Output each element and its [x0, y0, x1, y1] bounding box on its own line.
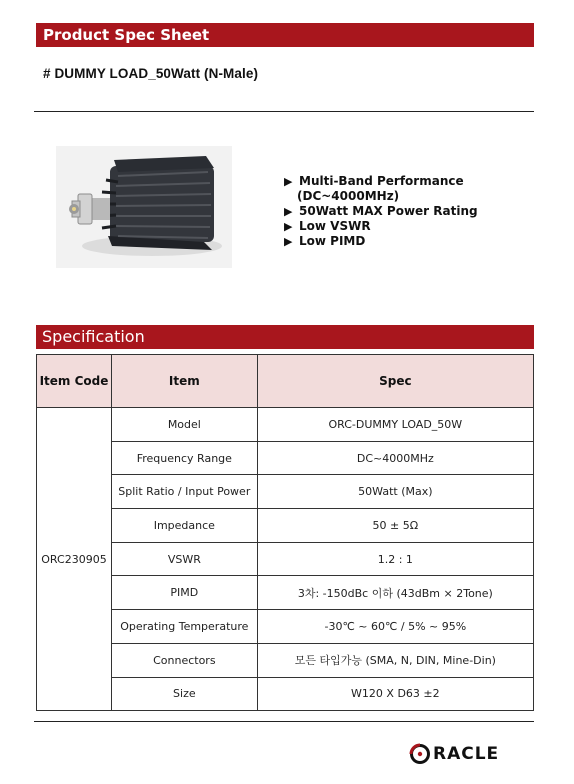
table-row [37, 441, 534, 475]
triangle-bullet-icon: ▶ [284, 220, 293, 233]
item-cell: PIMD [111, 576, 257, 610]
item-cell: Model [111, 408, 257, 442]
spec-table [36, 354, 534, 711]
product-title: # DUMMY LOAD_50Watt (N-Male) [43, 66, 259, 81]
table-row [37, 610, 534, 644]
item-code-cell: ORC230905 [37, 408, 112, 711]
feature-item: ▶ Multi-Band Performance [284, 174, 464, 188]
specification-title: Specification [42, 327, 145, 346]
spec-cell: 모든 타입가능 (SMA, N, DIN, Mine-Din) [257, 643, 533, 677]
table-row [37, 542, 534, 576]
spec-cell: 3차: -150dBc 이하 (43dBm × 2Tone) [257, 576, 533, 610]
item-cell: Impedance [111, 509, 257, 543]
spec-cell: ORC-DUMMY LOAD_50W [257, 408, 533, 442]
table-row [37, 677, 534, 711]
table-row [37, 643, 534, 677]
table-header-row [37, 355, 534, 408]
table-row [37, 509, 534, 543]
table-row [37, 475, 534, 509]
spec-cell: -30℃ ~ 60℃ / 5% ~ 95% [257, 610, 533, 644]
feature-item: ▶ Low VSWR [284, 219, 371, 233]
spec-cell: 1.2 : 1 [257, 542, 533, 576]
column-header-spec: Spec [257, 355, 533, 408]
feature-list [284, 174, 478, 249]
header-title: Product Spec Sheet [43, 26, 210, 44]
item-cell: VSWR [111, 542, 257, 576]
column-header-item-code: Item Code [37, 355, 112, 408]
item-cell: Frequency Range [111, 441, 257, 475]
product-image [56, 146, 232, 268]
logo-text: RACLE [433, 744, 500, 764]
spec-cell: 50 ± 5Ω [257, 509, 533, 543]
spec-cell: DC~4000MHz [257, 441, 533, 475]
oracle-logo [408, 743, 499, 765]
divider [34, 111, 534, 112]
table-row [37, 576, 534, 610]
item-cell: Operating Temperature [111, 610, 257, 644]
footer-divider [34, 721, 534, 722]
item-cell: Size [111, 677, 257, 711]
spec-cell: 50Watt (Max) [257, 475, 533, 509]
triangle-bullet-icon: ▶ [284, 175, 293, 188]
table-row [37, 408, 534, 442]
feature-item: (DC~4000MHz) [297, 189, 400, 203]
feature-item: ▶ Low PIMD [284, 234, 366, 248]
feature-item: ▶ 50Watt MAX Power Rating [284, 204, 478, 218]
logo-ring-icon [408, 743, 432, 765]
header-bar [36, 23, 534, 47]
specification-bar [36, 325, 534, 349]
column-header-item: Item [111, 355, 257, 408]
triangle-bullet-icon: ▶ [284, 235, 293, 248]
item-cell: Split Ratio / Input Power [111, 475, 257, 509]
spec-cell: W120 X D63 ±2 [257, 677, 533, 711]
item-cell: Connectors [111, 643, 257, 677]
triangle-bullet-icon: ▶ [284, 205, 293, 218]
